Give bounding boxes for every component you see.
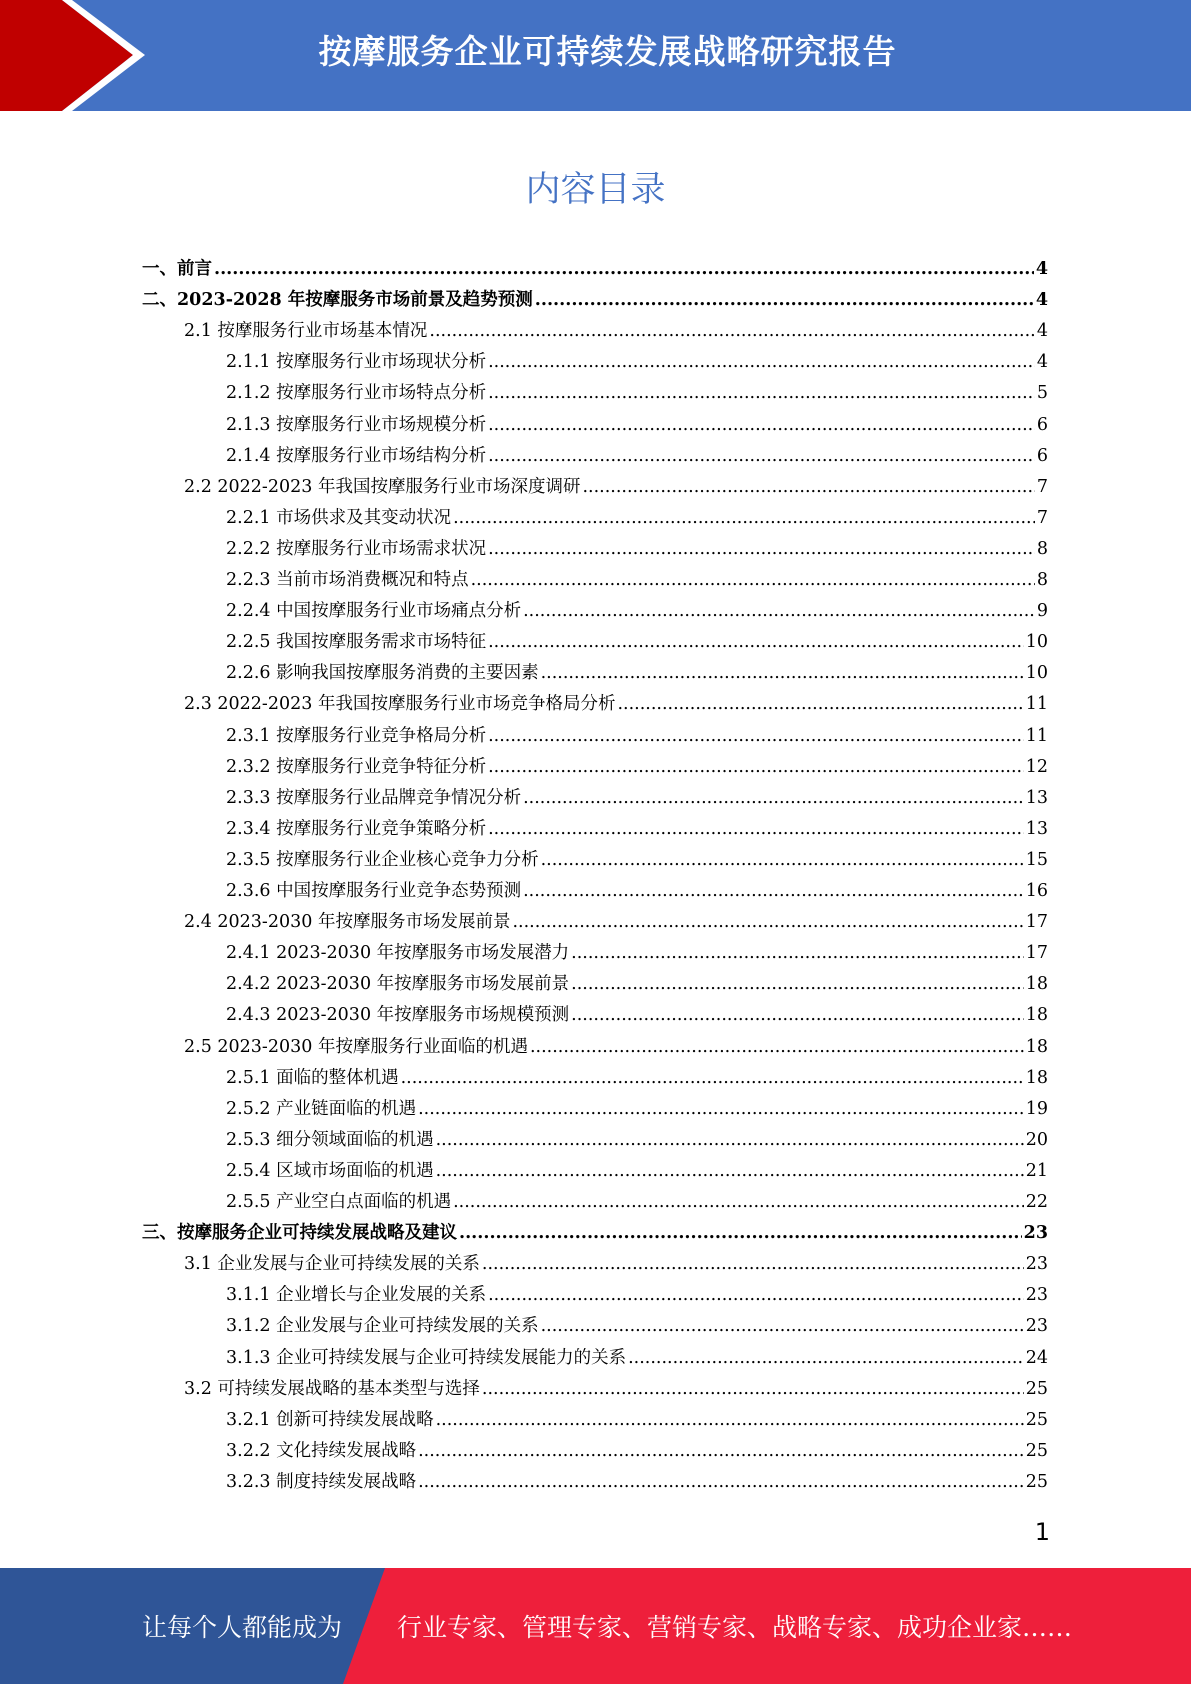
toc-dot-leader: [541, 1311, 1024, 1342]
toc-entry-page: 9: [1036, 601, 1048, 622]
toc-entry[interactable]: [226, 627, 1048, 658]
toc-entry-page: 7: [1036, 507, 1048, 528]
toc-entry-page: 17: [1025, 912, 1048, 933]
toc-entry[interactable]: [226, 410, 1048, 441]
toc-entry-title: 2.1 按摩服务行业市场基本情况: [184, 321, 428, 342]
toc-dot-leader: [523, 876, 1024, 907]
toc-entry[interactable]: [226, 721, 1048, 752]
toc-dot-leader: [530, 1032, 1024, 1063]
toc-entry-title: 2.5.4 区域市场面临的机遇: [226, 1160, 434, 1181]
toc-entry-page: 4: [1035, 290, 1048, 311]
toc-dot-leader: [436, 1405, 1024, 1436]
toc-dot-leader: [453, 503, 1035, 534]
toc-entry-title: 2.5.3 细分领域面临的机遇: [226, 1129, 434, 1150]
toc-entry-page: 6: [1036, 445, 1048, 466]
toc-entry[interactable]: [142, 285, 1048, 316]
toc-entry-title: 2.2.1 市场供求及其变动状况: [226, 507, 452, 528]
toc-entry[interactable]: [184, 472, 1048, 503]
toc-entry-page: 23: [1025, 1316, 1048, 1337]
toc-entry[interactable]: [226, 1280, 1048, 1311]
toc-entry-title: 一、前言: [142, 259, 212, 279]
toc-entry-page: 5: [1036, 383, 1048, 404]
toc-entry-page: 6: [1036, 414, 1048, 435]
toc-entry-title: 2.3 2022-2023 年我国按摩服务行业市场竞争格局分析: [184, 694, 616, 715]
toc-dot-leader: [453, 1187, 1024, 1218]
toc-entry[interactable]: [184, 907, 1048, 938]
toc-entry[interactable]: [184, 316, 1048, 347]
footer-slogan-left: 让每个人都能成为: [142, 1613, 343, 1642]
toc-entry-page: 4: [1036, 352, 1048, 373]
toc-dot-leader: [617, 689, 1023, 720]
toc-dot-leader: [488, 441, 1035, 472]
toc-entry[interactable]: [142, 254, 1048, 285]
toc-entry-title: 3.2.3 制度持续发展战略: [226, 1471, 417, 1492]
toc-entry-page: 4: [1036, 321, 1048, 342]
toc-dot-leader: [488, 534, 1035, 565]
footer-slogan-right: 行业专家、管理专家、营销专家、战略专家、成功企业家……: [397, 1613, 1073, 1642]
toc-entry[interactable]: [226, 1063, 1048, 1094]
toc-entry-page: 15: [1025, 849, 1048, 870]
toc-entry-page: 13: [1025, 787, 1048, 808]
toc-entry-title: 3.2.2 文化持续发展战略: [226, 1440, 417, 1461]
toc-entry[interactable]: [226, 658, 1048, 689]
toc-entry[interactable]: [226, 1187, 1048, 1218]
toc-dot-leader: [541, 658, 1024, 689]
toc-entry-title: 2.4.2 2023-2030 年按摩服务市场发展前景: [226, 974, 570, 995]
toc-dot-leader: [582, 472, 1034, 503]
toc-dot-leader: [436, 1156, 1024, 1187]
toc-entry-page: 8: [1036, 570, 1048, 590]
toc-entry-title: 2.4.3 2023-2030 年按摩服务市场规模预测: [226, 1005, 570, 1026]
toc-entry-title: 二、2023-2028 年按摩服务市场前景及趋势预测: [142, 290, 533, 311]
toc-entry-title: 2.1.2 按摩服务行业市场特点分析: [226, 383, 487, 404]
toc-entry-title: 3.2 可持续发展战略的基本类型与选择: [184, 1378, 480, 1399]
toc-entry-page: 18: [1025, 1067, 1048, 1088]
toc-dot-leader: [488, 814, 1024, 845]
toc-entry[interactable]: [226, 1405, 1048, 1436]
toc-entry[interactable]: [226, 1094, 1048, 1125]
toc-entry-page: 4: [1035, 259, 1048, 279]
toc-entry[interactable]: [226, 503, 1048, 534]
toc-dot-leader: [482, 1374, 1024, 1405]
toc-dot-leader: [512, 907, 1023, 938]
toc-entry[interactable]: [226, 441, 1048, 472]
toc-dot-leader: [488, 410, 1035, 441]
toc-entry-title: 2.3.3 按摩服务行业品牌竞争情况分析: [226, 787, 522, 808]
toc-entry-title: 3.1.2 企业发展与企业可持续发展的关系: [226, 1316, 539, 1337]
header-title: 按摩服务企业可持续发展战略研究报告: [318, 32, 897, 71]
toc-entry-page: 17: [1025, 943, 1048, 964]
toc-dot-leader: [488, 378, 1035, 409]
toc-entry-page: 24: [1025, 1347, 1048, 1368]
toc-entry-page: 12: [1025, 756, 1048, 777]
toc-dot-leader: [523, 783, 1024, 814]
toc-entry-title: 2.2.2 按摩服务行业市场需求状况: [226, 538, 487, 559]
toc-entry-page: 23: [1025, 1254, 1048, 1275]
toc-entry-title: 2.5.5 产业空白点面临的机遇: [226, 1192, 452, 1212]
toc-entry[interactable]: [226, 1000, 1048, 1031]
toc-entry-page: 25: [1025, 1471, 1048, 1492]
toc-entry[interactable]: [226, 1343, 1048, 1374]
toc-entry-title: 2.5.2 产业链面临的机遇: [226, 1098, 417, 1119]
toc-entry[interactable]: [226, 814, 1048, 845]
toc-dot-leader: [628, 1343, 1024, 1374]
toc-entry[interactable]: [226, 565, 1048, 596]
toc-entry-page: 25: [1025, 1409, 1048, 1430]
toc-entry-page: 18: [1025, 974, 1048, 995]
toc-entry-title: 2.3.5 按摩服务行业企业核心竞争力分析: [226, 849, 539, 870]
page-header: [0, 0, 1191, 111]
toc-entry[interactable]: [226, 1311, 1048, 1342]
toc-entry-page: 10: [1025, 632, 1048, 653]
toc-dot-leader: [523, 596, 1035, 627]
toc-entry-page: 18: [1025, 1005, 1048, 1026]
toc-title: 内容目录: [525, 170, 666, 210]
toc-entry-page: 8: [1036, 538, 1048, 559]
toc-dot-leader: [488, 752, 1024, 783]
toc-dot-leader: [418, 1094, 1024, 1125]
toc-entry[interactable]: [226, 969, 1048, 1000]
toc-dot-leader: [471, 565, 1035, 596]
toc-dot-leader: [482, 1249, 1024, 1280]
toc-entry[interactable]: [184, 689, 1048, 720]
toc-entry-title: 2.4 2023-2030 年按摩服务市场发展前景: [184, 912, 511, 933]
toc-dot-leader: [535, 285, 1034, 316]
toc-entry-page: 11: [1025, 725, 1048, 746]
toc-dot-leader: [418, 1467, 1024, 1498]
toc-entry[interactable]: [226, 1156, 1048, 1187]
toc-entry-title: 2.4.1 2023-2030 年按摩服务市场发展潜力: [226, 943, 570, 964]
toc-dot-leader: [571, 938, 1024, 969]
toc-entry[interactable]: [226, 596, 1048, 627]
toc-entry-title: 2.2.6 影响我国按摩服务消费的主要因素: [226, 663, 539, 684]
toc-entry-page: 20: [1025, 1129, 1048, 1150]
toc-entry[interactable]: [226, 845, 1048, 876]
toc-entry[interactable]: [226, 1467, 1048, 1498]
toc-entry-page: 25: [1025, 1440, 1048, 1461]
toc-entry-title: 3.1 企业发展与企业可持续发展的关系: [184, 1254, 480, 1275]
toc-dot-leader: [541, 845, 1024, 876]
toc-entry-title: 2.3.1 按摩服务行业竞争格局分析: [226, 725, 487, 746]
toc-entry[interactable]: [226, 534, 1048, 565]
toc-entry-title: 2.5.1 面临的整体机遇: [226, 1067, 399, 1088]
toc-entry[interactable]: [142, 1218, 1048, 1249]
toc-entry-page: 22: [1025, 1192, 1048, 1212]
toc-entry[interactable]: [226, 1125, 1048, 1156]
toc-entry-page: 21: [1025, 1160, 1048, 1181]
toc-dot-leader: [571, 1000, 1024, 1031]
toc-entry-title: 3.2.1 创新可持续发展战略: [226, 1409, 434, 1430]
toc-dot-leader: [214, 254, 1034, 285]
toc-entry-title: 2.3.4 按摩服务行业竞争策略分析: [226, 818, 487, 839]
toc-dot-leader: [429, 316, 1034, 347]
toc-entry-page: 25: [1025, 1378, 1048, 1399]
toc-entry-page: 10: [1025, 663, 1048, 684]
toc-entry-page: 7: [1036, 476, 1048, 497]
toc-dot-leader: [488, 1280, 1024, 1311]
toc-entry-title: 2.5 2023-2030 年按摩服务行业面临的机遇: [184, 1036, 528, 1057]
toc-dot-leader: [571, 969, 1024, 1000]
toc-entry-title: 2.1.1 按摩服务行业市场现状分析: [226, 352, 487, 373]
toc-entry-title: 三、按摩服务企业可持续发展战略及建议: [142, 1223, 457, 1244]
toc-dot-leader: [436, 1125, 1024, 1156]
toc-entry-title: 2.3.6 中国按摩服务行业竞争态势预测: [226, 881, 522, 901]
toc-entry-page: 16: [1025, 881, 1048, 901]
toc-entry-title: 2.2.3 当前市场消费概况和特点: [226, 570, 469, 590]
toc-dot-leader: [459, 1218, 1022, 1249]
toc-entry[interactable]: [184, 1249, 1048, 1280]
toc-entry-title: 3.1.1 企业增长与企业发展的关系: [226, 1285, 487, 1306]
toc-entry[interactable]: [226, 347, 1048, 378]
toc-dot-leader: [488, 627, 1024, 658]
toc-entry[interactable]: [184, 1032, 1048, 1063]
toc-entry-title: 2.3.2 按摩服务行业竞争特征分析: [226, 756, 487, 777]
toc-dot-leader: [401, 1063, 1024, 1094]
page-number: 1: [1034, 1518, 1050, 1546]
toc-dot-leader: [418, 1436, 1024, 1467]
toc-entry-title: 2.1.4 按摩服务行业市场结构分析: [226, 445, 487, 466]
toc-entry-title: 3.1.3 企业可持续发展与企业可持续发展能力的关系: [226, 1347, 627, 1368]
toc-entry-page: 13: [1025, 818, 1048, 839]
toc-entry[interactable]: [226, 783, 1048, 814]
toc-entry-title: 2.2.4 中国按摩服务行业市场痛点分析: [226, 601, 522, 622]
toc-entry-page: 23: [1023, 1223, 1048, 1244]
toc-dot-leader: [488, 347, 1035, 378]
toc-entry-title: 2.2 2022-2023 年我国按摩服务行业市场深度调研: [184, 476, 581, 497]
toc-dot-leader: [488, 721, 1024, 752]
toc-entry-page: 11: [1025, 694, 1048, 715]
toc-entry-title: 2.1.3 按摩服务行业市场规模分析: [226, 414, 487, 435]
toc-entry-page: 18: [1025, 1036, 1048, 1057]
toc-entry[interactable]: [226, 876, 1048, 907]
toc-entry[interactable]: [226, 938, 1048, 969]
toc-entry[interactable]: [226, 378, 1048, 409]
toc-entry[interactable]: [226, 752, 1048, 783]
toc-entry-title: 2.2.5 我国按摩服务需求市场特征: [226, 632, 487, 653]
toc-entry[interactable]: [184, 1374, 1048, 1405]
toc-entry-page: 23: [1025, 1285, 1048, 1306]
toc-entry-page: 19: [1025, 1098, 1048, 1119]
toc-entry[interactable]: [226, 1436, 1048, 1467]
